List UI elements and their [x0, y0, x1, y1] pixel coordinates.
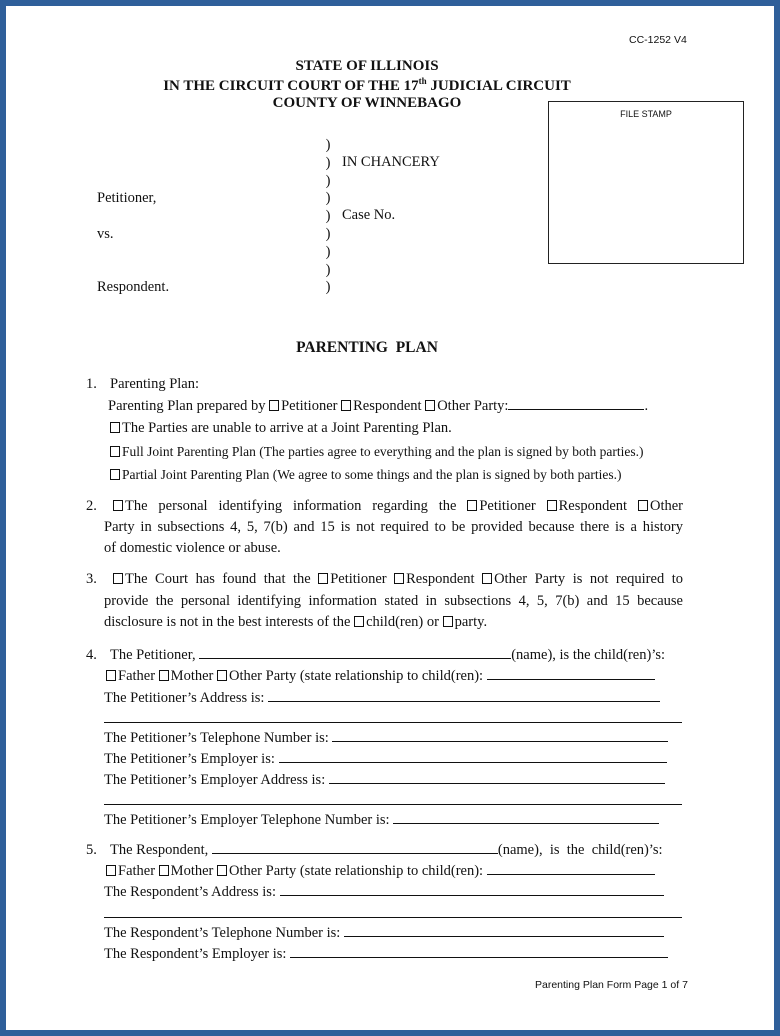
petitioner-name-suffix: (name), is the child(ren)’s:	[511, 647, 666, 663]
section-3-children-checkbox[interactable]	[354, 616, 364, 627]
respondent-name-field[interactable]	[212, 842, 498, 854]
caption-paren: )	[325, 190, 331, 206]
prepared-by-text: Parenting Plan prepared by	[108, 398, 270, 414]
petitioner-employer-phone-row	[104, 812, 659, 829]
respondent-address-label: The Respondent’s Address is:	[104, 884, 280, 900]
section-5-number: 5.	[86, 842, 97, 858]
respondent-mother-checkbox[interactable]	[159, 865, 169, 876]
respondent-name-label: The Respondent,	[110, 842, 212, 858]
petitioner-relationship-row	[106, 668, 655, 685]
petitioner-address-row	[104, 690, 660, 707]
respondent-other-checkbox[interactable]	[217, 865, 227, 876]
caption-paren: )	[325, 173, 331, 189]
respondent-name-suffix: (name), is the child(ren)’s:	[497, 842, 663, 858]
header-court-text: IN THE CIRCUIT COURT OF THE 17	[163, 78, 419, 94]
respondent-relationship-row	[106, 863, 655, 880]
checkbox-label: Partial Joint Parenting Plan (We agree to some things and the plan is signed by both parties.)	[122, 467, 622, 482]
section-3-other-checkbox[interactable]	[482, 573, 492, 584]
respondent-employer-label: The Respondent’s Employer is:	[104, 946, 291, 962]
checkbox-label: Father	[118, 668, 159, 684]
respondent-employer-field[interactable]	[290, 946, 668, 958]
petitioner-name-field[interactable]	[199, 647, 511, 659]
petitioner-phone-label: The Petitioner’s Telephone Number is:	[104, 730, 333, 746]
section-3-text: The Court has found that the	[125, 571, 319, 587]
petitioner-address-label: The Petitioner’s Address is:	[104, 690, 269, 706]
caption-paren: )	[325, 226, 331, 242]
petitioner-employer-address-label: The Petitioner’s Employer Address is:	[104, 772, 329, 788]
petitioner-phone-field[interactable]	[332, 730, 668, 742]
petitioner-employer-address-field-line-2[interactable]	[104, 804, 682, 805]
section-2-line-3: of domestic violence or abuse.	[104, 540, 281, 556]
checkbox-label: Petitioner	[330, 571, 395, 587]
section-2-text: The personal identifying information regarding the	[125, 498, 468, 514]
petitioner-employer-field[interactable]	[279, 751, 667, 763]
respondent-phone-row	[104, 925, 664, 942]
respondent-father-checkbox[interactable]	[106, 865, 116, 876]
petitioner-employer-phone-label: The Petitioner’s Employer Telephone Number is:	[104, 812, 394, 828]
vs-label: vs.	[97, 226, 114, 242]
checkbox-label: Other Party (state relationship to child(ren):	[228, 668, 487, 684]
section-1-full-joint	[110, 444, 644, 460]
section-2-checkbox[interactable]	[113, 500, 123, 511]
section-3-line-2: provide the personal identifying information stated in subsections 4, 5, 7(b) and 15 because	[104, 593, 683, 609]
file-stamp-label: FILE STAMP	[620, 109, 672, 119]
respondent-address-row	[104, 884, 664, 901]
section-2-line-2: Party in subsections 4, 5, 7(b) and 15 is not required to be provided because there is a history	[104, 519, 683, 535]
document-title: PARENTING PLAN	[296, 339, 438, 356]
section-3-petitioner-checkbox[interactable]	[318, 573, 328, 584]
header-court	[116, 76, 618, 95]
prepared-by-petitioner-checkbox[interactable]	[269, 400, 279, 411]
section-2-number: 2.	[86, 498, 97, 514]
in-chancery: IN CHANCERY	[342, 154, 440, 170]
respondent-address-field[interactable]	[280, 884, 664, 896]
section-3-text: disclosure is not in the best interests of the	[104, 614, 355, 630]
petitioner-address-field-line-2[interactable]	[104, 722, 682, 723]
caption-paren: )	[325, 279, 331, 295]
checkbox-label: Respondent	[558, 498, 638, 514]
checkbox-label: Other Party:	[437, 398, 509, 414]
form-code: CC-1252 V4	[629, 34, 687, 46]
section-3-line-1	[113, 571, 683, 588]
section-1-number: 1.	[86, 376, 97, 392]
section-3-number: 3.	[86, 571, 97, 587]
petitioner-address-field[interactable]	[268, 690, 660, 702]
checkbox-label: party.	[454, 614, 488, 630]
checkbox-label: Other	[649, 498, 683, 514]
checkbox-label: child(ren) or	[366, 614, 443, 630]
header-county: COUNTY OF WINNEBAGO	[272, 95, 462, 111]
section-4-number: 4.	[86, 647, 97, 663]
respondent-employer-row	[104, 946, 668, 963]
caption-paren: )	[325, 262, 331, 278]
case-number-label: Case No.	[342, 207, 396, 223]
prepared-by-respondent-checkbox[interactable]	[341, 400, 351, 411]
section-1-unable	[110, 420, 452, 437]
checkbox-label: Father	[118, 863, 159, 879]
prepared-by-other-checkbox[interactable]	[425, 400, 435, 411]
section-2-respondent-checkbox[interactable]	[547, 500, 557, 511]
section-2-line-1	[113, 498, 683, 515]
caption-paren: )	[325, 244, 331, 260]
respondent-phone-field[interactable]	[344, 925, 664, 937]
checkbox-label: The Parties are unable to arrive at a Joint Parenting Plan.	[122, 420, 452, 436]
petitioner-phone-row	[104, 730, 668, 747]
caption-paren: )	[325, 155, 331, 171]
page-footer: Parenting Plan Form Page 1 of 7	[535, 979, 688, 991]
section-3-line-3	[104, 614, 487, 631]
partial-joint-checkbox[interactable]	[110, 469, 120, 480]
document-page	[6, 6, 774, 1030]
petitioner-other-checkbox[interactable]	[217, 670, 227, 681]
petitioner-employer-address-row	[104, 772, 665, 789]
section-1-partial-joint	[110, 467, 621, 483]
header-state: STATE OF ILLINOIS	[295, 58, 439, 74]
section-3-party-checkbox[interactable]	[443, 616, 453, 627]
section-3-text: Other Party is not required to	[494, 571, 683, 587]
other-party-name-field[interactable]	[508, 398, 644, 410]
checkbox-label: Other Party (state relationship to child(ren):	[228, 863, 487, 879]
petitioner-employer-row	[104, 751, 667, 768]
checkbox-label: Petitioner	[479, 498, 547, 514]
full-joint-checkbox[interactable]	[110, 446, 120, 457]
section-2-other-checkbox[interactable]	[638, 500, 648, 511]
checkbox-label: Respondent	[406, 571, 483, 587]
section-3-respondent-checkbox[interactable]	[394, 573, 404, 584]
checkbox-label: Mother	[170, 863, 217, 879]
respondent-label: Respondent.	[97, 279, 170, 295]
caption-paren: )	[325, 137, 331, 153]
checkbox-label: Respondent	[353, 398, 426, 414]
respondent-relationship-field[interactable]	[487, 863, 655, 875]
checkbox-label: Full Joint Parenting Plan (The parties agree to everything and the plan is signed by both parties.)	[122, 444, 644, 459]
file-stamp-box	[548, 101, 744, 264]
petitioner-mother-checkbox[interactable]	[159, 670, 169, 681]
checkbox-label: Mother	[170, 668, 217, 684]
caption-paren: )	[325, 208, 331, 224]
checkbox-label: Petitioner	[281, 398, 342, 414]
respondent-name-row	[110, 842, 663, 859]
petitioner-employer-label: The Petitioner’s Employer is:	[104, 751, 279, 767]
section-2-petitioner-checkbox[interactable]	[467, 500, 477, 511]
petitioner-label: Petitioner,	[97, 190, 157, 206]
respondent-phone-label: The Respondent’s Telephone Number is:	[104, 925, 344, 941]
petitioner-name-row	[110, 647, 665, 664]
petitioner-employer-phone-field[interactable]	[393, 812, 659, 824]
petitioner-relationship-field[interactable]	[487, 668, 655, 680]
header-court-superscript: th	[418, 76, 427, 86]
petitioner-employer-address-field[interactable]	[329, 772, 665, 784]
section-3-checkbox[interactable]	[113, 573, 123, 584]
respondent-address-field-line-2[interactable]	[104, 917, 682, 918]
period: .	[644, 398, 649, 414]
petitioner-father-checkbox[interactable]	[106, 670, 116, 681]
petitioner-name-label: The Petitioner,	[110, 647, 200, 663]
section-1-prepared-by	[108, 398, 648, 415]
section-1-heading: Parenting Plan:	[110, 376, 200, 392]
header-court-suffix: JUDICIAL CIRCUIT	[426, 78, 571, 94]
unable-checkbox[interactable]	[110, 422, 120, 433]
